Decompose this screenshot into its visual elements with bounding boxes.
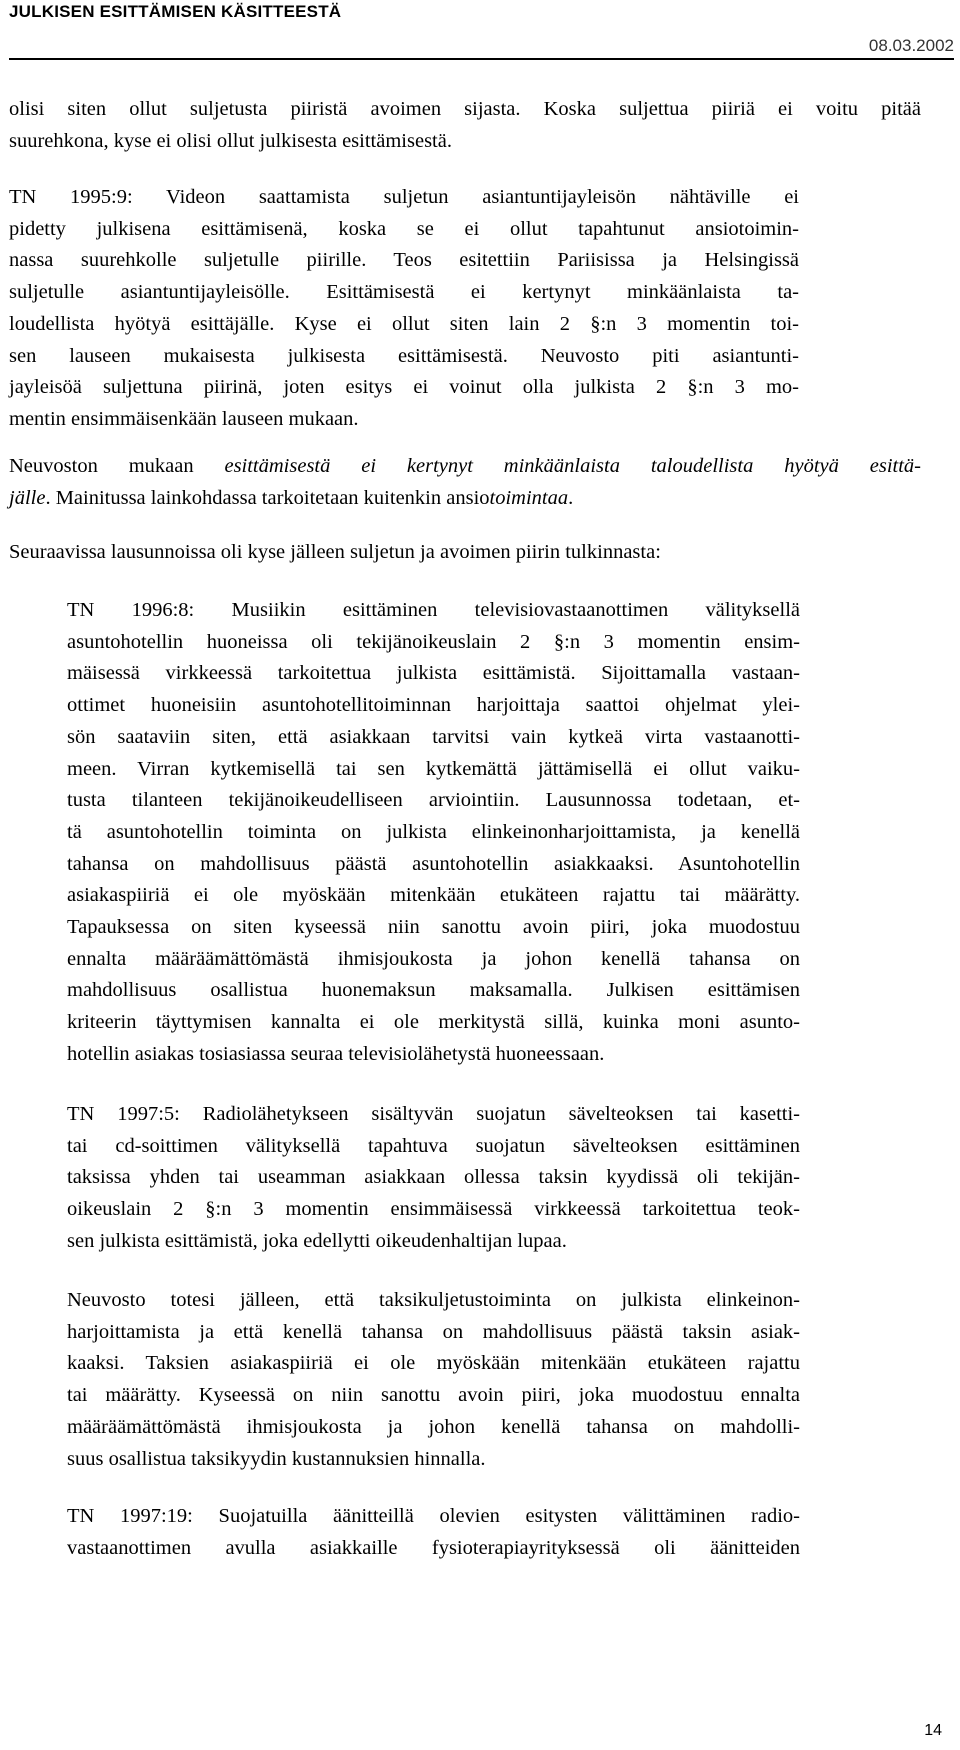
text-line: tä asuntohotellin toiminta on julkista elinkeinonharjoittamista, ja kenellä xyxy=(67,820,800,843)
text-line: ottimet huoneisiin asuntohotellitoiminnan harjoittaja saattoi ohjelmat ylei- xyxy=(67,694,800,717)
text-line xyxy=(9,451,921,483)
text-line: vastaanottimen avulla asiakkaille fysioterapiayrityksessä oli äänitteiden xyxy=(67,1536,800,1559)
header-date: 08.03.2002 xyxy=(868,36,954,55)
text-line: nassa suurehkolle suljetulle piirille. Teos esitettiin Pariisissa ja Helsingissä xyxy=(9,249,799,272)
text-line: tai määrätty. Kyseessä on niin sanottu avoin piiri, joka muodostuu ennalta xyxy=(67,1384,800,1407)
text-line: asuntohotellin huoneissa oli tekijänoikeuslain 2 §:n 3 momentin ensim- xyxy=(67,630,800,653)
text-line: harjoittamista ja että kenellä tahansa on mahdollisuus päästä taksin asiak- xyxy=(67,1320,800,1343)
text-line: mentin ensimmäisenkään lauseen mukaan. xyxy=(9,407,359,430)
text-line: sen julkista esittämistä, joka edellytti oikeudenhaltijan lupaa. xyxy=(67,1229,567,1252)
text-line: hotellin asiakas tosiasiassa seuraa televisiolähetystä huoneessaan. xyxy=(67,1042,605,1065)
text-run: . xyxy=(568,486,574,509)
text-line: jayleisöä suljettuna piirinä, joten esitys ei voinut olla julkista 2 §:n 3 mo- xyxy=(9,376,799,399)
text-line: mahdollisuus osallistua huonemaksun maksamalla. Julkisen esittämisen xyxy=(67,979,800,1002)
statement-tn-1997-19 xyxy=(67,1501,800,1564)
text-line: suus osallistua taksikyydin kustannuksien hinnalla. xyxy=(67,1447,486,1470)
statement-tn-1996-8 xyxy=(67,595,800,1071)
text-line: TN 1996:8: Musiikin esittäminen televisiovastaanottimen välityksellä xyxy=(67,599,800,621)
text-line: oikeuslain 2 §:n 3 momentin ensimmäisessä virkkeessä tarkoitettua teok- xyxy=(67,1198,800,1221)
text-line: olisi siten ollut suljetusta piiristä avoimen sijasta. Koska suljettua piiriä ei voitu pitää xyxy=(9,98,921,120)
text-line: sön saataviin siten, että asiakkaan tarvitsi vain kytkeä virta vastaanotti- xyxy=(67,725,800,748)
text-line: TN 1995:9: Videon saattamista suljetun asiantuntijayleisön nähtäville ei xyxy=(9,186,799,208)
text-run: Neuvoston mukaan xyxy=(9,455,225,477)
text-run: . Mainitussa lainkohdassa tarkoitetaan kuitenkin ansio xyxy=(45,486,490,509)
paragraph-council-reasoning xyxy=(67,1285,800,1475)
text-line: kriteerin täyttymisen kannalta ei ole merkitystä sillä, kuinka moni asunto- xyxy=(67,1011,800,1034)
text-line: suurehkona, kyse ei olisi ollut julkisesta esittämisestä. xyxy=(9,129,452,152)
emphasis-text: esittämisestä ei kertynyt minkäänlaista taloudellista hyötyä esittä- xyxy=(224,455,921,477)
statement-tn-1997-5 xyxy=(67,1099,800,1258)
header-title: JULKISEN ESITTÄMISEN KÄSITTEESTÄ xyxy=(9,2,342,21)
text-line: TN 1997:19: Suojatuilla äänitteillä olevien esitysten välittäminen radio- xyxy=(67,1505,800,1527)
paragraph-continuation xyxy=(9,94,921,157)
text-line: asiakaspiiriä ei ole myöskään mitenkään etukäteen rajattu tai määrätty. xyxy=(67,884,800,907)
text-line: taksissa yhden tai useamman asiakkaan ollessa taksin kyydissä oli tekijän- xyxy=(67,1166,800,1189)
page-number: 14 xyxy=(924,1722,942,1739)
text-line: kaaksi. Taksien asiakaspiiriä ei ole myöskään mitenkään etukäteen rajattu xyxy=(67,1352,800,1375)
text-line: määräämättömästä ihmisjoukosta ja johon kenellä tahansa on mahdolli- xyxy=(67,1415,800,1438)
emphasis-text: jälle xyxy=(9,486,46,509)
paragraph-council-opinion xyxy=(9,451,921,514)
text-line: tai cd-soittimen välityksellä tapahtuva suojatun sävelteoksen esittäminen xyxy=(67,1134,800,1157)
text-line: tahansa on mahdollisuus päästä asuntohotellin asiakkaaksi. Asuntohotellin xyxy=(67,852,800,875)
text-line: pidetty julkisena esittämisenä, koska se ei ollut tapahtunut ansiotoimin- xyxy=(9,217,799,240)
text-line: TN 1997:5: Radiolähetykseen sisältyvän suojatun sävelteoksen tai kasetti- xyxy=(67,1103,800,1125)
header-divider xyxy=(9,58,954,60)
text-line xyxy=(9,483,921,515)
statement-tn-1995-9 xyxy=(9,182,799,436)
text-line: suljetulle asiantuntijayleisölle. Esittämisestä ei kertynyt minkäänlaista ta- xyxy=(9,281,799,304)
text-line: sen lauseen mukaisesta julkisesta esittämisestä. Neuvosto piti asiantunti- xyxy=(9,344,799,367)
text-line: Tapauksessa on siten kyseessä niin sanottu avoin piiri, joka muodostuu xyxy=(67,916,800,939)
text-line: Seuraavissa lausunnoissa oli kyse jälleen suljetun ja avoimen piirin tulkinnasta: xyxy=(9,541,661,563)
text-line: loudellista hyötyä esittäjälle. Kyse ei ollut siten lain 2 §:n 3 momentin toi- xyxy=(9,312,799,335)
paragraph-intro xyxy=(9,537,939,569)
text-line: tusta tilanteen tekijänoikeudelliseen arviointiin. Lausunnossa todetaan, et- xyxy=(67,789,800,812)
emphasis-text: toimintaa xyxy=(489,486,569,509)
text-line: Neuvosto totesi jälleen, että taksikuljetustoiminta on julkista elinkeinon- xyxy=(67,1289,800,1311)
text-line: mäisessä virkkeessä tarkoitettua julkista esittämistä. Sijoittamalla vastaan- xyxy=(67,662,800,685)
text-line: ennalta määräämättömästä ihmisjoukosta ja johon kenellä tahansa on xyxy=(67,947,800,970)
text-line: meen. Virran kytkemisellä tai sen kytkemättä jättämisellä ei ollut vaiku- xyxy=(67,757,800,780)
